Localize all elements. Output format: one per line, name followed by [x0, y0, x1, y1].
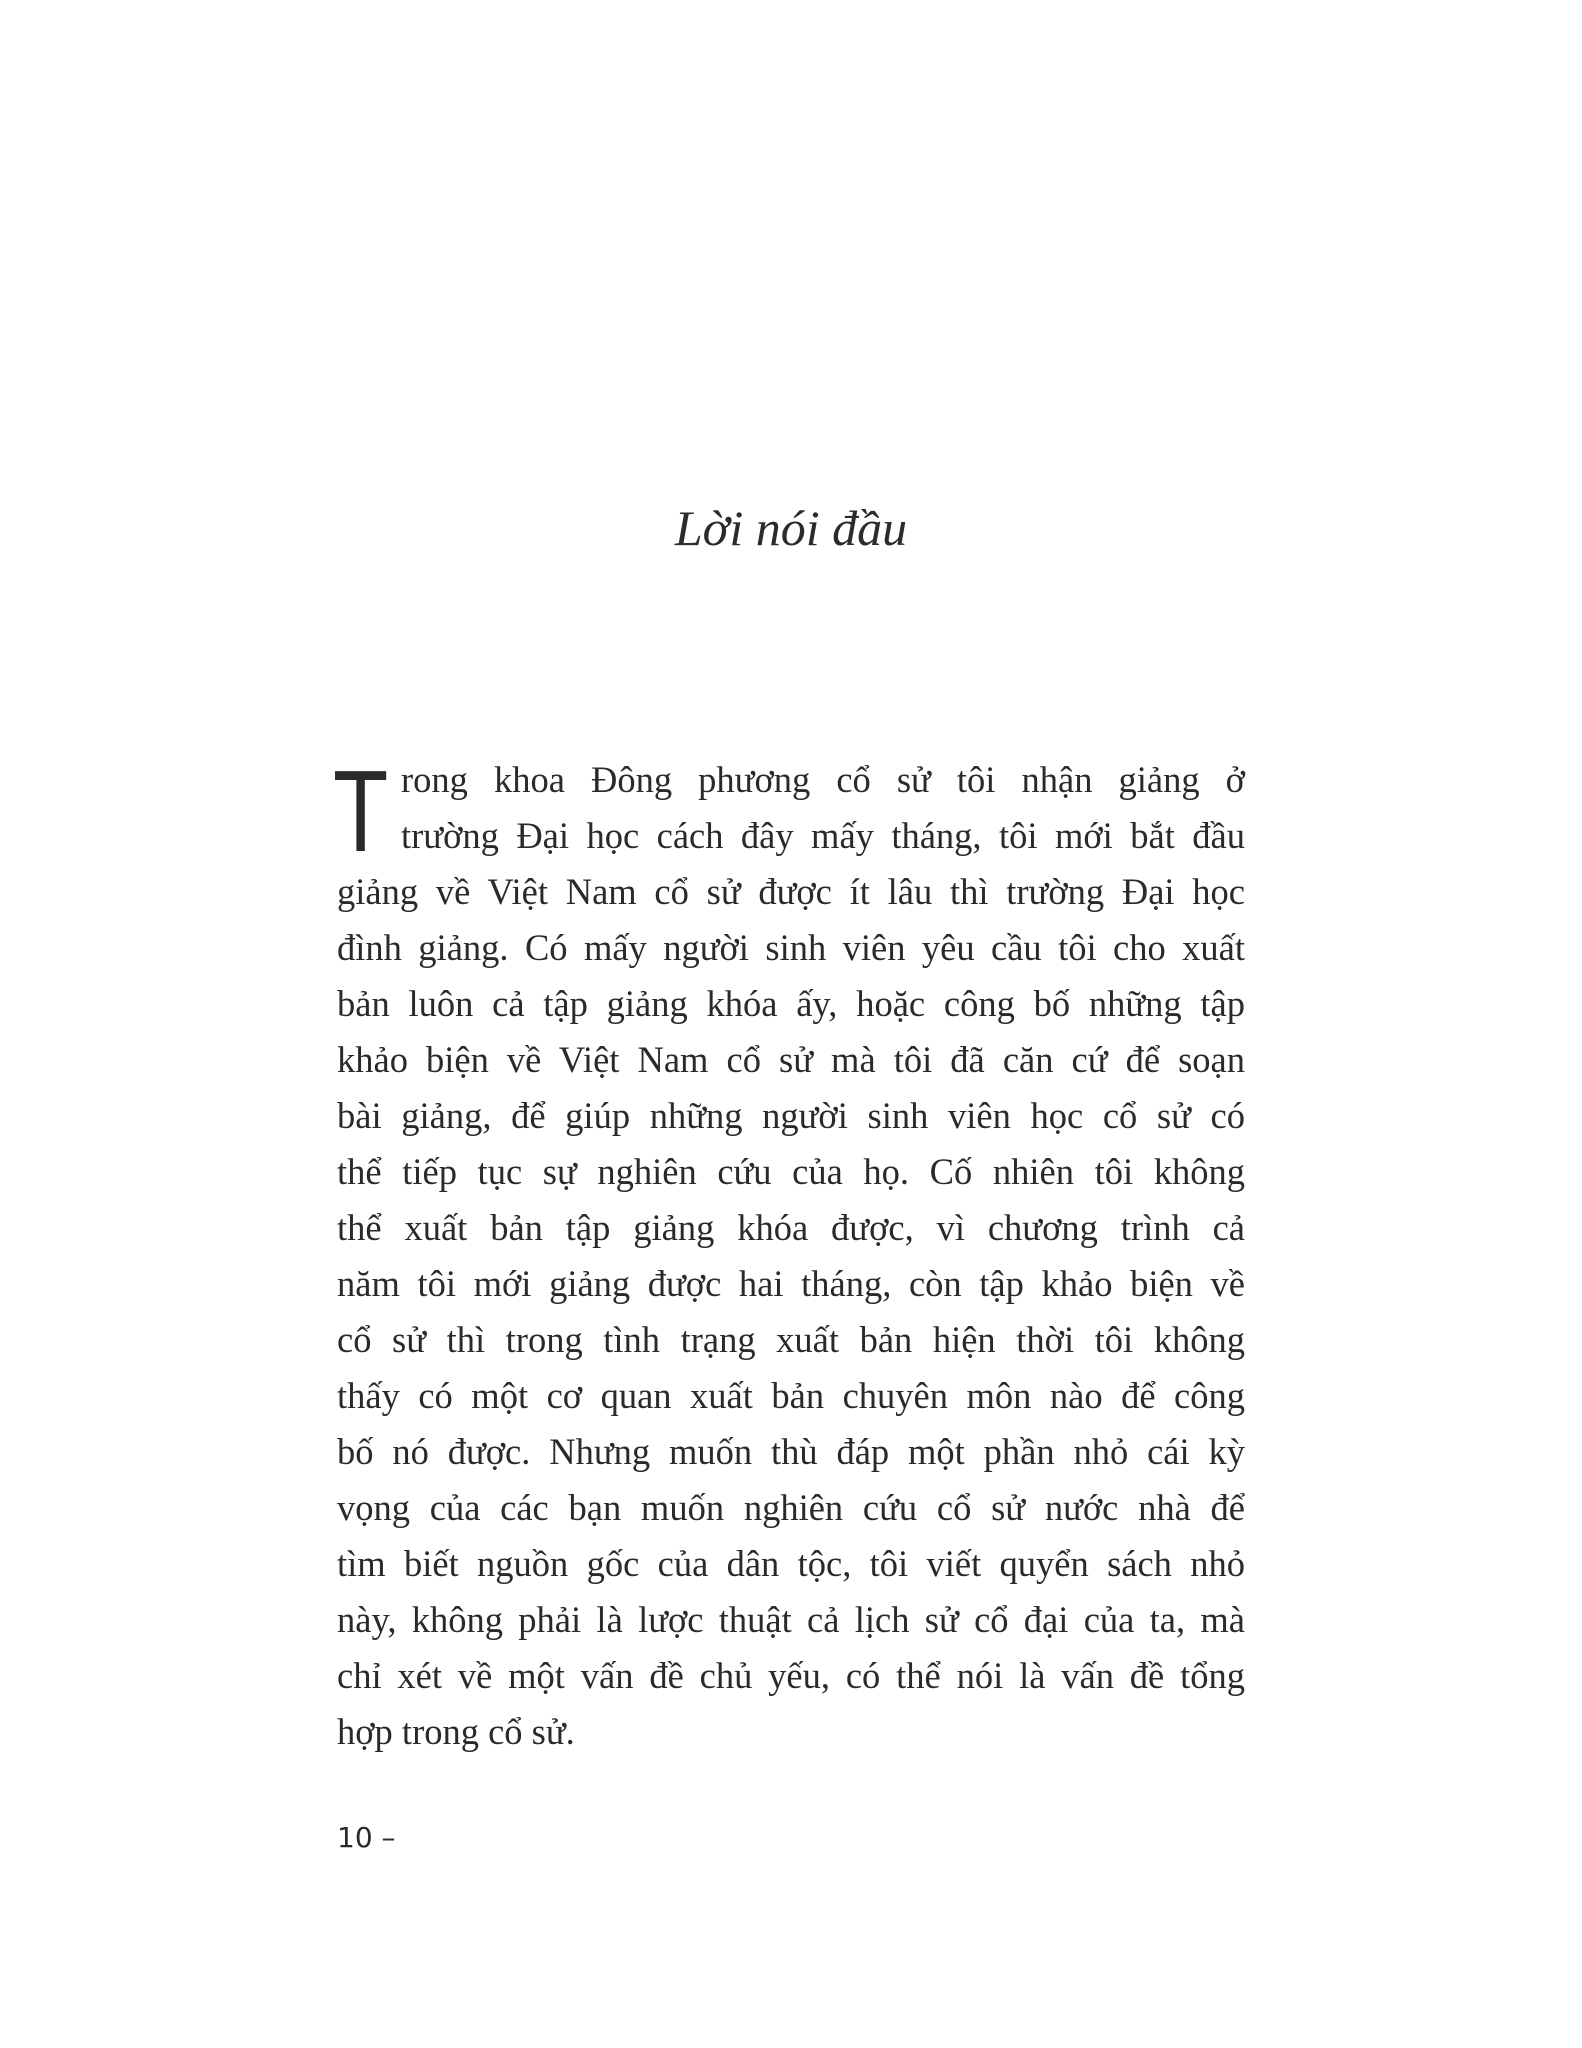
text-line: này, không phải là lược thuật cả lịch sử cổ đại của ta, mà	[337, 1599, 1245, 1640]
text-line: tìm biết nguồn gốc của dân tộc, tôi viết quyển sách nhỏ	[337, 1543, 1245, 1584]
text-line: khảo biện về Việt Nam cổ sử mà tôi đã căn cứ để soạn	[337, 1039, 1245, 1080]
text-line: bố nó được. Nhưng muốn thù đáp một phần nhỏ cái kỳ	[337, 1431, 1245, 1472]
text-line: bản luôn cả tập giảng khóa ấy, hoặc công bố những tập	[337, 983, 1245, 1024]
text-line: hợp trong cổ sử.	[337, 1711, 575, 1752]
text-line: bài giảng, để giúp những người sinh viên học cổ sử có	[337, 1095, 1245, 1136]
chapter-title: Lời nói đầu	[674, 500, 908, 556]
text-line: trường Đại học cách đây mấy tháng, tôi mới bắt đầu	[401, 815, 1245, 856]
text-line: thấy có một cơ quan xuất bản chuyên môn nào để công	[337, 1375, 1245, 1416]
text-line: cổ sử thì trong tình trạng xuất bản hiện thời tôi không	[337, 1319, 1245, 1360]
text-line: đình giảng. Có mấy người sinh viên yêu cầu tôi cho xuất	[337, 927, 1245, 968]
drop-cap: T	[333, 746, 389, 876]
page-number: 10 –	[337, 1821, 396, 1854]
text-line: giảng về Việt Nam cổ sử được ít lâu thì trường Đại học	[337, 871, 1245, 912]
text-line: năm tôi mới giảng được hai tháng, còn tập khảo biện về	[337, 1263, 1245, 1304]
text-line: thể tiếp tục sự nghiên cứu của họ. Cố nhiên tôi không	[337, 1151, 1245, 1192]
text-line: thể xuất bản tập giảng khóa được, vì chương trình cả	[337, 1207, 1245, 1248]
preface-body	[333, 746, 1245, 1760]
preface-paragraph	[333, 746, 1245, 1760]
text-line: chỉ xét về một vấn đề chủ yếu, có thể nói là vấn đề tổng	[337, 1655, 1245, 1696]
text-line: rong khoa Đông phương cổ sử tôi nhận giảng ở	[401, 759, 1245, 800]
text-line: vọng của các bạn muốn nghiên cứu cổ sử nước nhà để	[337, 1487, 1245, 1528]
